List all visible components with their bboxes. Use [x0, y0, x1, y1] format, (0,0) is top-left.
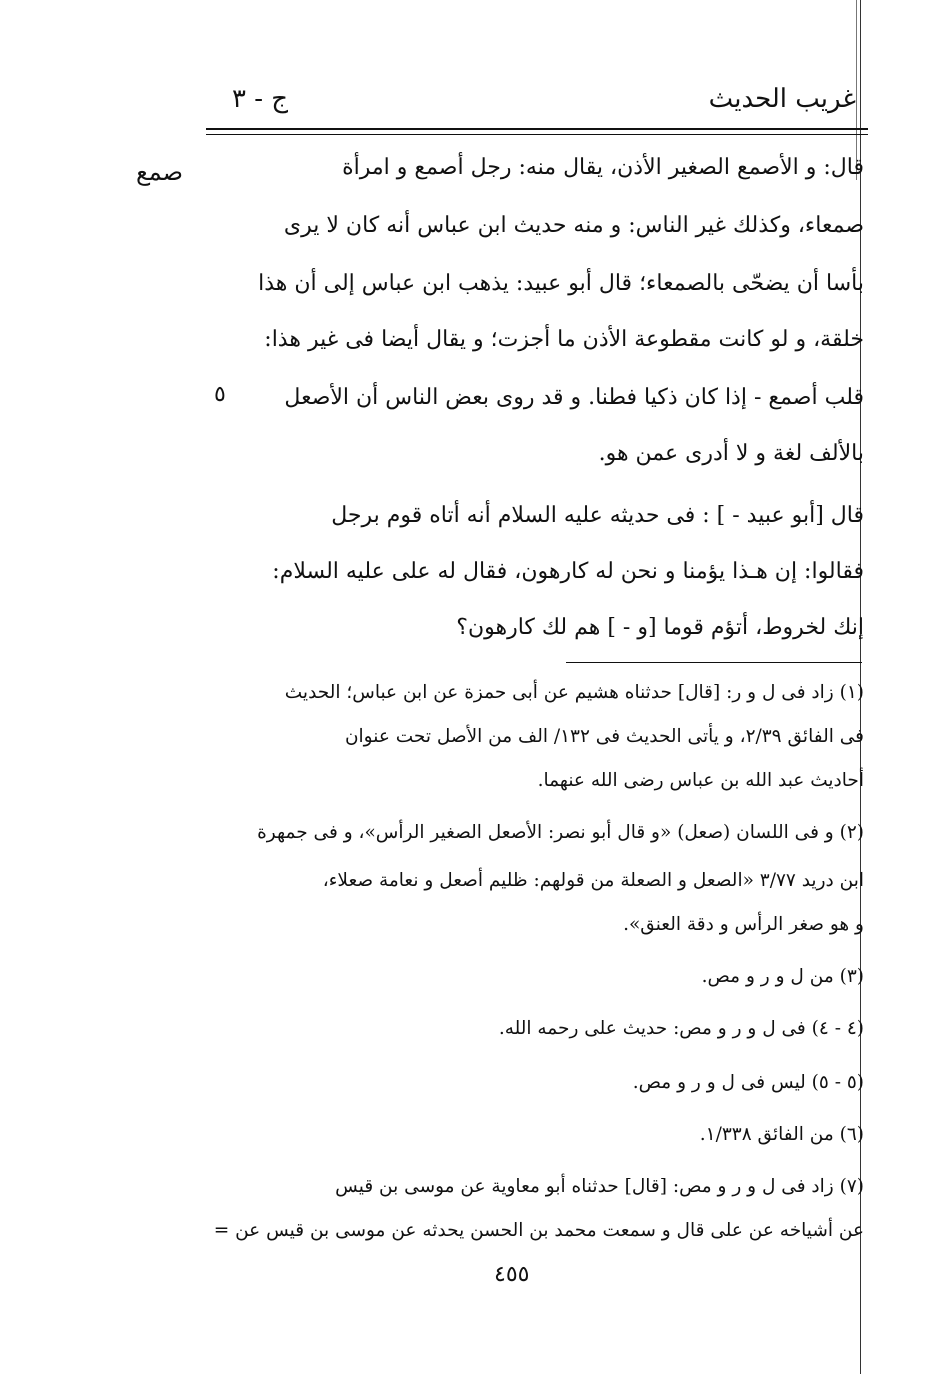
margin-keyword: صمع — [136, 158, 184, 186]
footnote-line: (٧) زاد فى ل و ر و مص: [قال] حدثناه أبو معاوية عن موسى بن قيس — [335, 1176, 864, 1197]
footnote-line: ابن دريد ٣/٧٧ «الصعل و الصعلة من قولهم: ظليم أصعل و نعامة صعلاء، — [322, 870, 864, 891]
footnote-line: (٦) من الفائق ١/٣٣٨. — [699, 1124, 864, 1145]
body-line: قال [أبو عبيد - ] : فى حديثه عليه السلام أنه أتاه قوم برجل — [331, 503, 864, 528]
line-number: ٥ — [214, 382, 226, 407]
footnote-line: عن أشياخه عن على قال و سمعت محمد بن الحسن يحدثه عن موسى بن قيس عن = — [213, 1220, 864, 1241]
body-line: صمعاء، وكذلك غير الناس: و منه حديث ابن عباس أنه كان لا يرى — [283, 213, 864, 238]
footnote-line: (٤ - ٤) فى ل و ر و مص: حديث على رحمه الله. — [498, 1018, 864, 1039]
body-line: خلقة، و لو كانت مقطوعة الأذن ما أجزت؛ و يقال أيضا فى غير هذا: — [264, 327, 864, 352]
footnote-line: و هو صغر الرأس و دقة العنق». — [623, 914, 864, 935]
footnote-line: (٢) و فى اللسان (صعل) «و قال أبو نصر: الأصعل الصغير الرأس»، و فى جمهرة — [257, 822, 864, 843]
body-line: إنك لخروط، أتؤم قوما [و - ] هم لك كارهون؟ — [456, 615, 864, 640]
footnote-line: (١) زاد فى ل و ر: [قال] حدثناه هشيم عن أبى حمزة عن ابن عباس؛ الحديث — [284, 682, 864, 703]
footnote-line: فى الفائق ٢/٣٩، و يأتى الحديث فى ١٣٢/ الف من الأصل تحت عنوان — [344, 726, 864, 747]
running-header-volume: ج - ٣ — [232, 84, 289, 114]
body-line: بالألف لغة و لا أدرى عمن هو. — [598, 441, 864, 466]
body-line: قلب أصمع - إذا كان ذكيا فطنا. و قد روى بعض الناس أن الأصعل — [284, 385, 864, 410]
header-rule-thin — [206, 134, 868, 135]
body-line: قال: و الأصمع الصغير الأذن، يقال منه: رجل أصمع و امرأة — [342, 155, 864, 180]
footnote-line: (٥ - ٥) ليس فى ل و ر و مص. — [632, 1072, 864, 1093]
running-header-title: غريب الحديث — [708, 84, 856, 114]
footnote-separator — [566, 662, 862, 663]
footnote-line: (٣) من ل و ر و مص. — [701, 966, 864, 987]
header-rule — [206, 128, 868, 130]
body-line: بأسا أن يضحّى بالصمعاء؛ قال أبو عبيد: يذهب ابن عباس إلى أن هذا — [258, 271, 864, 296]
body-line: فقالوا: إن هـذا يؤمنا و نحن له كارهون، فقال له على عليه السلام: — [272, 559, 864, 584]
footnote-line: أحاديث عبد الله بن عباس رضى الله عنهما. — [537, 770, 864, 791]
page-number: ٤٥٥ — [494, 1262, 530, 1287]
